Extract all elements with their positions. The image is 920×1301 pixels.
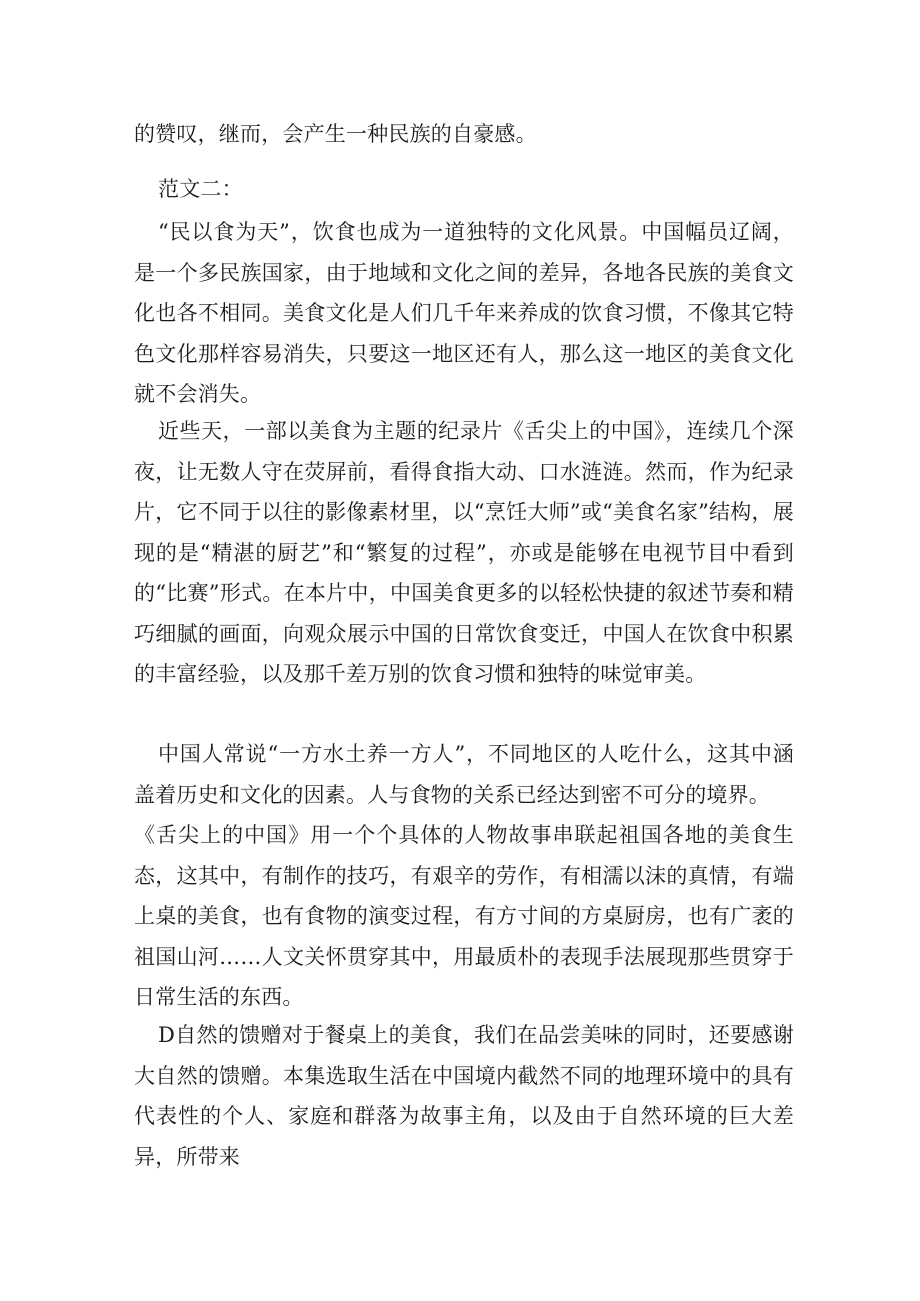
paragraph-food-culture: “民以食为天”，饮食也成为一道独特的文化风景。中国幅员辽阔，是一个多民族国家，由于地域和文化之间的差异，各地各民族的美食文化也各不相同。美食文化是人们几千年来养成的饮食习惯，不像其它特色文化那样容易消失，只要这一地区还有人，那么这一地区的美食文化就不会消失。 (134, 220, 794, 406)
paragraph-nature-gift: D自然的馈赠对于餐桌上的美食，我们在品尝美味的同时，还要感谢大自然的馈赠。本集选取生活在中国境内截然不同的地理环境中的具有代表性的个人、家庭和群落为故事主角，以及由于自然环境的巨大差异，所带来 (134, 1023, 794, 1169)
section-heading-sample-two: 范文二： (158, 177, 243, 201)
paragraph-continuation: 的赞叹，继而，会产生一种民族的自豪感。 (134, 122, 537, 146)
paragraph-stories: 《舌尖上的中国》用一个个具体的人物故事串联起祖国各地的美食生态，这其中，有制作的技巧，有艰辛的劳作，有相濡以沫的真情，有端上桌的美食，也有食物的演变过程，有方寸间的方桌厨房，也有广袤的祖国山河……人文关怀贯穿其中，用最质朴的表现手法展现那些贯穿于日常生活的东西。 (134, 823, 794, 1009)
paragraph-documentary: 近些天，一部以美食为主题的纪录片《舌尖上的中国》，连续几个深夜，让无数人守在荧屏前，看得食指大动、口水涟涟。然而，作为纪录片，它不同于以往的影像素材里，以“烹饪大师”或“美食名家”结构，展现的是“精湛的厨艺”和“繁复的过程”，亦或是能够在电视节目中看到的“比赛”形式。在本片中，中国美食更多的以轻松快捷的叙述节奏和精巧细腻的画面，向观众展示中国的日常饮食变迁，中国人在饮食中积累的丰富经验，以及那千差万别的饮食习惯和独特的味觉审美。 (134, 419, 794, 686)
paragraph-saying: 中国人常说“一方水土养一方人”，不同地区的人吃什么，这其中涵盖着历史和文化的因素。人与食物的关系已经达到密不可分的境界。 (134, 742, 794, 807)
